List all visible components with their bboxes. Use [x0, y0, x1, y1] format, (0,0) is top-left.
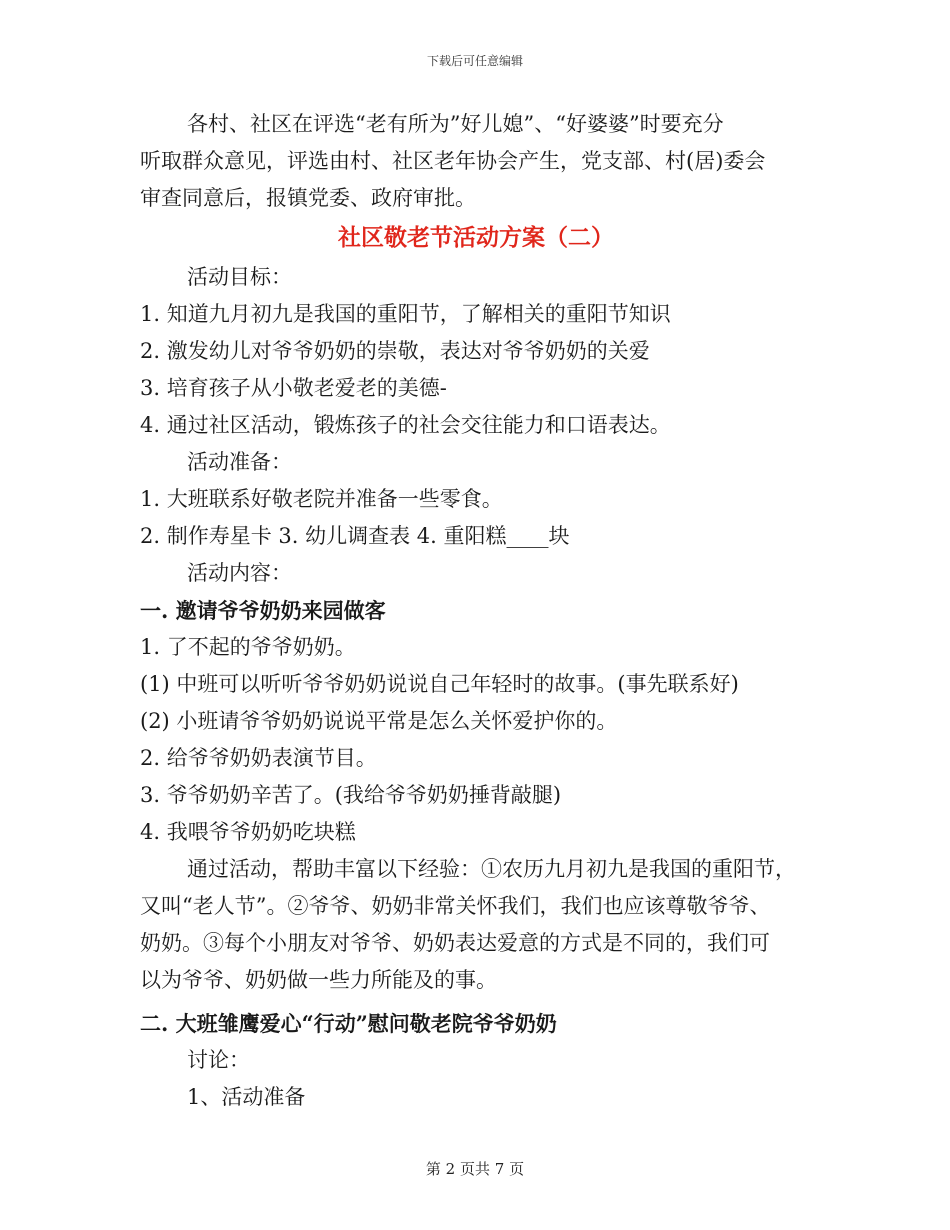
section1-item: (1) 中班可以听听爷爷奶奶说说自己年轻时的故事。(事先联系好) [140, 672, 739, 696]
summary-line: 以为爷爷、奶奶做一些力所能及的事。 [140, 968, 497, 992]
prep-item: 2. 制作寿星卡 3. 幼儿调查表 4. 重阳糕____块 [140, 524, 570, 548]
section2-item: 1、活动准备 [187, 1085, 306, 1109]
summary-line: 通过活动，帮助丰富以下经验：①农历九月初九是我国的重阳节， [187, 857, 796, 881]
discussion-label: 讨论： [187, 1048, 250, 1072]
intro-line: 听取群众意见，评选由村、社区老年协会产生，党支部、村(居)委会 [140, 149, 766, 173]
page-footer: 第 2 页共 7 页 [425, 1160, 525, 1178]
section1-item: 4. 我喂爷爷奶奶吃块糕 [140, 820, 356, 844]
goals-label: 活动目标： [187, 265, 292, 289]
document-body [140, 106, 812, 1116]
section2-heading: 二. 大班雏鹰爱心“行动”慰问敬老院爷爷奶奶 [140, 1011, 557, 1036]
goal-item: 1. 知道九月初九是我国的重阳节，了解相关的重阳节知识 [140, 302, 671, 326]
prep-item: 1. 大班联系好敬老院并准备一些零食。 [140, 487, 503, 511]
page-header: 下载后可任意编辑 [426, 54, 523, 68]
intro-line: 各村、社区在评选“老有所为”好儿媳”、“好婆婆”时要充分 [187, 112, 724, 136]
section1-item: 3. 爷爷奶奶辛苦了。(我给爷爷奶奶捶背敲腿) [140, 783, 562, 807]
prep-label: 活动准备： [187, 450, 292, 474]
summary-paragraph [140, 851, 812, 999]
section1-item: 1. 了不起的爷爷奶奶。 [140, 635, 356, 659]
goal-item: 4. 通过社区活动，锻炼孩子的社会交往能力和口语表达。 [140, 413, 671, 437]
section1-heading: 一. 邀请爷爷奶奶来园做客 [140, 598, 386, 623]
section1-item: 2. 给爷爷奶奶表演节目。 [140, 746, 377, 770]
section1-item: (2) 小班请爷爷奶奶说说平常是怎么关怀爱护你的。 [140, 709, 618, 733]
intro-paragraph [140, 106, 812, 217]
summary-line: 又叫“老人节”。②爷爷、奶奶非常关怀我们，我们也应该尊敬爷爷、 [140, 894, 771, 918]
goal-item: 2. 激发幼儿对爷爷奶奶的崇敬，表达对爷爷奶奶的关爱 [140, 339, 650, 363]
section-title: 社区敬老节活动方案（二） [338, 224, 614, 251]
content-label: 活动内容： [187, 561, 292, 585]
intro-line: 审查同意后，报镇党委、政府审批。 [140, 186, 476, 210]
goal-item: 3. 培育孩子从小敬老爱老的美德- [140, 376, 447, 400]
summary-line: 奶奶。③每个小朋友对爷爷、奶奶表达爱意的方式是不同的，我们可 [140, 931, 770, 955]
